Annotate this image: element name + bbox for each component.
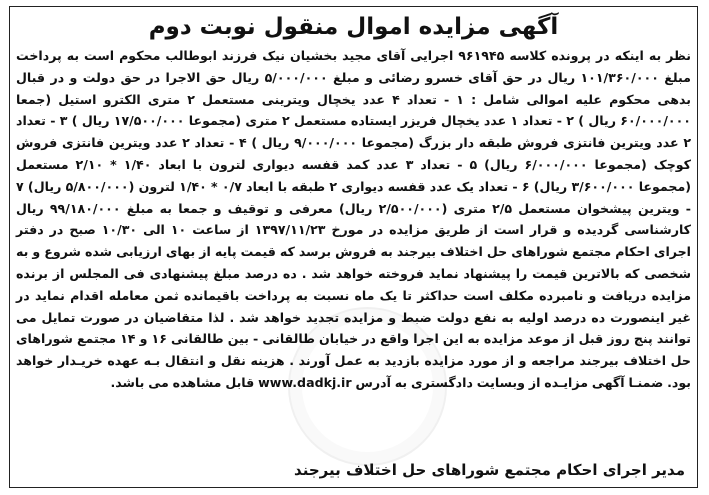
notice-signature: مدیر اجرای احکام مجتمع شوراهای حل اختلاف بیرجند	[294, 461, 685, 479]
notice-title: آگهی مزایده اموال منقول نوبت دوم	[148, 14, 559, 40]
signature-row	[18, 457, 685, 483]
notice-body: نظر به اینکه در پرونده کلاسه ۹۶۱۹۴۵ اجرایی آقای مجید بخشیان نیک فرزند ابوطالب محکوم است به پرداخت مبلغ ۱۰۱/۳۶۰/۰۰۰ ریال در حق آقای خسرو رضائی و مبلغ ۵/۰۰۰/۰۰۰ ریال حق الاجرا در حق دولت و در قبال بدهی محکوم علیه اموالی شامل : ۱ - تعداد ۴ عدد یخچال ویترینی مستعمل ۲ متری الکترو استیل (جمعا ۶۰/۰۰۰/۰۰۰ ریال ) ۲ - تعداد ۱ عدد یخچال فریزر ایستاده مستعمل ۲ متری (مجموعا ۱۷/۵۰۰/۰۰۰ ریال ) ۳ - تعداد ۲ عدد ویترین فانتزی فروش طبقه دار بزرگ (مجموعا ۹/۰۰۰/۰۰۰ ریال ) ۴ - تعداد ۲ عدد ویترین فانتزی فروش کوچک (مجموعا ۶/۰۰۰/۰۰۰ ریال) ۵ - تعداد ۳ عدد کمد قفسه دیواری لترون با ابعاد ۱/۴۰ * ۲/۱۰ مستعمل (مجموعا ۳/۶۰۰/۰۰۰ ریال) ۶ - تعداد یک عدد قفسه دیواری ۲ طبقه با ابعاد ۰/۷ * ۱/۴۰ لترون (۵/۸۰۰/۰۰۰ ریال) ۷ - ویترین پیشخوان مستعمل ۲/۵ متری (۲/۵۰۰/۰۰۰ ریال) معرفی و توقیف و جمعا به مبلغ ۹۹/۱۸۰/۰۰۰ ریال کارشناسی گردیده و قرار است از طریق مزایده در مورخ ۱۳۹۷/۱۱/۲۳ از ساعت ۱۰ الی ۱۰/۳۰ صبح در دفتر اجرای احکام مجتمع شوراهای حل اختلاف بیرجند به فروش برسد که قیمت پایه از بهای ارزیابی شده شروع و به شخصی که بالاترین قیمت را پیشنهاد نماید فروخته خواهد شد . ده درصد مبلغ پیشنهادی فی المجلس از برنده مزایده دریافت و نامبرده مکلف است حداکثر تا یک ماه نسبت به پرداخت باقیمانده ثمن معامله اقدام نماید در غیر اینصورت ده درصد اولیه به نفع دولت ضبط و مزایده تجدید خواهد شد . لذا متقاضیان در صورت تمایل می توانند پنج روز قبل از موعد مزایده به این اجرا واقع در خیابان طالقانی - بین طالقانی ۱۶ و ۱۴ مجتمع شوراهای حل اختلاف بیرجند مراجعه و از مورد مزایده بازدید به عمل آورند . هزینه نقل و انتقال بـه عهده خریـدار خواهد بود. ضمنـا آگهی مزایـده از وبسایت دادگستری به آدرس www.dadkj.ir قابل مشاهده می باشد.	[16, 48, 692, 390]
auction-notice	[9, 6, 698, 488]
